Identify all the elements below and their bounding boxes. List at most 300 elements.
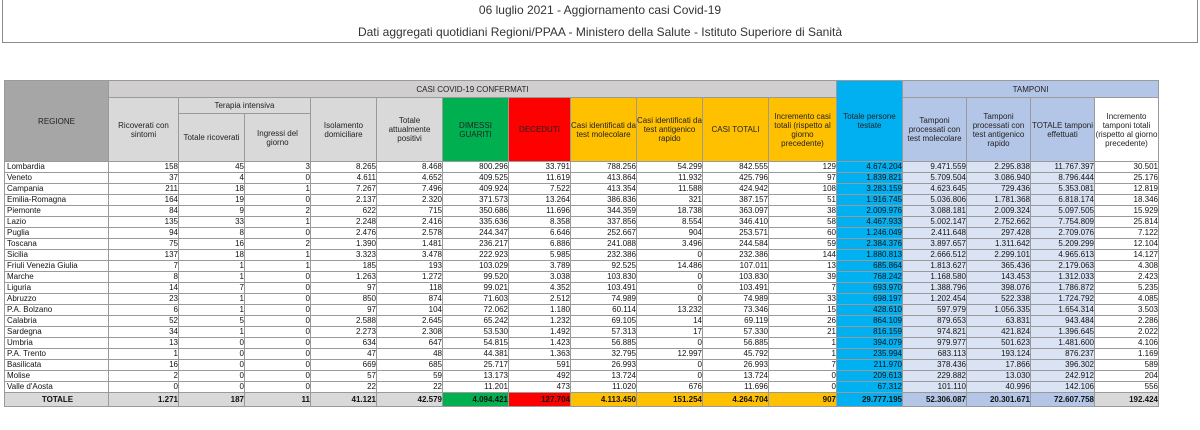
- table-cell: 2: [245, 206, 311, 217]
- table-cell: 57.313: [571, 327, 637, 338]
- table-cell: 850: [311, 294, 377, 305]
- table-cell: 4.308: [1095, 261, 1159, 272]
- table-cell: 0: [637, 360, 703, 371]
- table-cell: 387.157: [703, 195, 769, 206]
- table-cell: 337.856: [571, 217, 637, 228]
- table-cell: 0: [769, 382, 837, 393]
- col-header-ricoverati: Ricoverati con sintomi: [109, 98, 179, 162]
- table-cell: 30.501: [1095, 162, 1159, 173]
- region-name-cell: Sicilia: [5, 250, 109, 261]
- table-cell: 1: [179, 327, 245, 338]
- region-name-cell: Friuli Venezia Giulia: [5, 261, 109, 272]
- table-cell: 42.579: [377, 393, 443, 407]
- table-cell: 2.137: [311, 195, 377, 206]
- table-cell: 12.104: [1095, 239, 1159, 250]
- table-cell: 7.122: [1095, 228, 1159, 239]
- table-cell: 103.830: [571, 272, 637, 283]
- table-cell: 1.272: [377, 272, 443, 283]
- table-cell: 1: [245, 261, 311, 272]
- table-cell: 0: [637, 371, 703, 382]
- table-cell: 143.453: [967, 272, 1031, 283]
- table-cell: 39: [769, 272, 837, 283]
- table-cell: 23: [109, 294, 179, 305]
- table-cell: 0: [245, 360, 311, 371]
- table-cell: 4.094.421: [443, 393, 509, 407]
- table-cell: 69.119: [703, 316, 769, 327]
- table-cell: 51: [769, 195, 837, 206]
- table-cell: 2.752.662: [967, 217, 1031, 228]
- table-cell: 943.484: [1031, 316, 1095, 327]
- table-cell: 26.993: [703, 360, 769, 371]
- region-name-cell: TOTALE: [5, 393, 109, 407]
- region-name-cell: Valle d'Aosta: [5, 382, 109, 393]
- table-cell: 2.009.324: [967, 206, 1031, 217]
- table-cell: 2.179.063: [1031, 261, 1095, 272]
- table-cell: 1: [179, 294, 245, 305]
- region-name-cell: P.A. Bolzano: [5, 305, 109, 316]
- table-cell: 151.254: [637, 393, 703, 407]
- table-cell: 7: [109, 261, 179, 272]
- total-row: [5, 393, 1159, 407]
- table-cell: 0: [245, 349, 311, 360]
- table-cell: 97: [311, 305, 377, 316]
- table-cell: 14: [109, 283, 179, 294]
- table-cell: 409.525: [443, 173, 509, 184]
- table-cell: 2.248: [311, 217, 377, 228]
- table-cell: 335.636: [443, 217, 509, 228]
- table-cell: 13.030: [967, 371, 1031, 382]
- table-cell: 421.824: [967, 327, 1031, 338]
- table-cell: 211: [109, 184, 179, 195]
- table-cell: 394.079: [837, 338, 903, 349]
- table-cell: 54.815: [443, 338, 509, 349]
- group-tamponi-header: TAMPONI: [903, 81, 1159, 98]
- table-cell: 522.338: [967, 294, 1031, 305]
- table-cell: 396.302: [1031, 360, 1095, 371]
- table-cell: 1: [769, 349, 837, 360]
- col-header-incremento-tamponi: Incremento tamponi totali (rispetto al giorno precedente): [1095, 98, 1159, 162]
- table-cell: 33: [179, 217, 245, 228]
- table-cell: 211.970: [837, 360, 903, 371]
- table-cell: 816.159: [837, 327, 903, 338]
- table-cell: 0: [245, 173, 311, 184]
- table-cell: 0: [637, 250, 703, 261]
- table-cell: 768.242: [837, 272, 903, 283]
- table-row: [5, 261, 1159, 272]
- table-cell: 108: [769, 184, 837, 195]
- table-cell: 74.989: [703, 294, 769, 305]
- table-cell: 344.359: [571, 206, 637, 217]
- table-cell: 11: [245, 393, 311, 407]
- table-cell: 371.573: [443, 195, 509, 206]
- table-cell: 3.503: [1095, 305, 1159, 316]
- region-name-cell: Sardegna: [5, 327, 109, 338]
- region-name-cell: Basilicata: [5, 360, 109, 371]
- table-cell: 241.088: [571, 239, 637, 250]
- region-name-cell: Toscana: [5, 239, 109, 250]
- table-cell: 1.481: [377, 239, 443, 250]
- table-cell: 41.121: [311, 393, 377, 407]
- table-cell: 0: [245, 338, 311, 349]
- table-cell: 0: [637, 272, 703, 283]
- table-cell: 56.885: [571, 338, 637, 349]
- table-cell: 1: [245, 217, 311, 228]
- table-cell: 0: [109, 382, 179, 393]
- table-cell: 13.173: [443, 371, 509, 382]
- table-cell: 103.491: [703, 283, 769, 294]
- table-cell: 0: [245, 316, 311, 327]
- table-cell: 19: [179, 195, 245, 206]
- table-cell: 2.295.838: [967, 162, 1031, 173]
- table-cell: 99.520: [443, 272, 509, 283]
- table-cell: 693.970: [837, 283, 903, 294]
- table-cell: 428.610: [837, 305, 903, 316]
- table-cell: 11.696: [509, 206, 571, 217]
- table-cell: 244.347: [443, 228, 509, 239]
- table-cell: 21: [769, 327, 837, 338]
- table-cell: 0: [637, 338, 703, 349]
- table-cell: 185: [311, 261, 377, 272]
- table-cell: 60.114: [571, 305, 637, 316]
- table-cell: 2.411.648: [903, 228, 967, 239]
- table-cell: 1.312.033: [1031, 272, 1095, 283]
- table-cell: 1.169: [1095, 349, 1159, 360]
- table-cell: 0: [245, 305, 311, 316]
- table-cell: 45.792: [703, 349, 769, 360]
- table-cell: 14.486: [637, 261, 703, 272]
- table-cell: 1.916.745: [837, 195, 903, 206]
- table-cell: 20.301.671: [967, 393, 1031, 407]
- table-cell: 501.623: [967, 338, 1031, 349]
- report-subtitle: Dati aggregati quotidiani Regioni/PPAA - Ministero della Salute - Istituto Superiore di Sanità: [357, 25, 843, 39]
- table-cell: 26.993: [571, 360, 637, 371]
- table-cell: 297.428: [967, 228, 1031, 239]
- table-cell: 685.864: [837, 261, 903, 272]
- table-cell: 1.246.049: [837, 228, 903, 239]
- table-cell: 4.965.613: [1031, 250, 1095, 261]
- table-cell: 236.217: [443, 239, 509, 250]
- table-cell: 1.168.580: [903, 272, 967, 283]
- table-cell: 13.724: [571, 371, 637, 382]
- table-cell: 7.267: [311, 184, 377, 195]
- col-header-casi-molecolare: Casi identificati da test molecolare: [571, 98, 637, 162]
- table-cell: 164: [109, 195, 179, 206]
- report-title: 06 luglio 2021 - Aggiornamento casi Covid-19: [478, 3, 722, 17]
- table-cell: 135: [109, 217, 179, 228]
- table-cell: 2.022: [1095, 327, 1159, 338]
- region-name-cell: Piemonte: [5, 206, 109, 217]
- table-cell: 11.932: [637, 173, 703, 184]
- table-cell: 346.410: [703, 217, 769, 228]
- region-name-cell: Emilia-Romagna: [5, 195, 109, 206]
- table-cell: 4.652: [377, 173, 443, 184]
- table-cell: 378.436: [903, 360, 967, 371]
- table-cell: 4.352: [509, 283, 571, 294]
- table-cell: 72.062: [443, 305, 509, 316]
- table-cell: 5.709.504: [903, 173, 967, 184]
- col-header-attualmente-positivi: Totale attualmente positivi: [377, 98, 443, 162]
- table-cell: 232.386: [571, 250, 637, 261]
- table-cell: 4.611: [311, 173, 377, 184]
- region-name-cell: Puglia: [5, 228, 109, 239]
- table-row: [5, 272, 1159, 283]
- table-cell: 192.424: [1095, 393, 1159, 407]
- table-cell: 13.232: [637, 305, 703, 316]
- table-cell: 16: [179, 239, 245, 250]
- table-cell: 0: [245, 327, 311, 338]
- table-cell: 1.724.792: [1031, 294, 1095, 305]
- table-cell: 425.796: [703, 173, 769, 184]
- table-cell: 363.097: [703, 206, 769, 217]
- table-cell: 7.496: [377, 184, 443, 195]
- table-cell: 44.381: [443, 349, 509, 360]
- table-cell: 842.555: [703, 162, 769, 173]
- table-cell: 1.839.821: [837, 173, 903, 184]
- table-cell: 800.296: [443, 162, 509, 173]
- table-cell: 2: [109, 371, 179, 382]
- table-cell: 3.496: [637, 239, 703, 250]
- table-cell: 350.686: [443, 206, 509, 217]
- table-cell: 3.897.657: [903, 239, 967, 250]
- table-cell: 3: [245, 162, 311, 173]
- col-header-casi-totali: CASI TOTALI: [703, 98, 769, 162]
- table-cell: 1.202.454: [903, 294, 967, 305]
- table-cell: 729.436: [967, 184, 1031, 195]
- table-cell: 0: [179, 371, 245, 382]
- table-cell: 56.885: [703, 338, 769, 349]
- table-cell: 25.176: [1095, 173, 1159, 184]
- table-cell: 5.353.081: [1031, 184, 1095, 195]
- table-cell: 4.113.450: [571, 393, 637, 407]
- table-cell: 18: [179, 250, 245, 261]
- table-cell: 103.491: [571, 283, 637, 294]
- table-cell: 47: [311, 349, 377, 360]
- table-cell: 59: [377, 371, 443, 382]
- table-cell: 0: [245, 228, 311, 239]
- table-cell: 5.209.299: [1031, 239, 1095, 250]
- table-cell: 7.522: [509, 184, 571, 195]
- table-cell: 15.929: [1095, 206, 1159, 217]
- table-cell: 14: [637, 316, 703, 327]
- table-cell: 2.578: [377, 228, 443, 239]
- table-cell: 5.002.147: [903, 217, 967, 228]
- table-cell: 1: [769, 338, 837, 349]
- table-cell: 2.423: [1095, 272, 1159, 283]
- table-cell: 107.011: [703, 261, 769, 272]
- region-name-cell: P.A. Trento: [5, 349, 109, 360]
- table-row: [5, 327, 1159, 338]
- table-cell: 11.588: [637, 184, 703, 195]
- col-header-tamponi-antigenico: Tamponi processati con test antigenico rapido: [967, 98, 1031, 162]
- table-cell: 907: [769, 393, 837, 407]
- table-cell: 2.273: [311, 327, 377, 338]
- table-cell: 4.106: [1095, 338, 1159, 349]
- table-cell: 904: [637, 228, 703, 239]
- table-cell: 3.789: [509, 261, 571, 272]
- col-header-isolamento: Isolamento domiciliare: [311, 98, 377, 162]
- terapia-intensiva-header: Terapia intensiva: [179, 98, 311, 114]
- table-cell: 222.923: [443, 250, 509, 261]
- table-cell: 11.767.397: [1031, 162, 1095, 173]
- table-cell: 5.235: [1095, 283, 1159, 294]
- table-cell: 0: [245, 195, 311, 206]
- table-cell: 1: [245, 250, 311, 261]
- table-row: [5, 371, 1159, 382]
- table-cell: 18.346: [1095, 195, 1159, 206]
- table-row: [5, 294, 1159, 305]
- table-row: [5, 250, 1159, 261]
- table-cell: 8.265: [311, 162, 377, 173]
- table-cell: 1: [109, 349, 179, 360]
- table-cell: 72.607.758: [1031, 393, 1095, 407]
- table-cell: 57: [311, 371, 377, 382]
- col-header-dimessi: DIMESSI GUARITI: [443, 98, 509, 162]
- region-name-cell: Calabria: [5, 316, 109, 327]
- table-cell: 97: [311, 283, 377, 294]
- table-cell: 0: [245, 382, 311, 393]
- table-cell: 34: [109, 327, 179, 338]
- table-cell: 94: [109, 228, 179, 239]
- table-cell: 38: [769, 206, 837, 217]
- table-cell: 232.386: [703, 250, 769, 261]
- table-cell: 669: [311, 360, 377, 371]
- table-cell: 63.831: [967, 316, 1031, 327]
- table-cell: 879.653: [903, 316, 967, 327]
- table-cell: 874: [377, 294, 443, 305]
- table-cell: 1.481.600: [1031, 338, 1095, 349]
- table-cell: 3.038: [509, 272, 571, 283]
- table-row: [5, 195, 1159, 206]
- table-cell: 103.830: [703, 272, 769, 283]
- table-cell: 2.709.076: [1031, 228, 1095, 239]
- table-cell: 1: [179, 261, 245, 272]
- table-row: [5, 360, 1159, 371]
- table-cell: 127.704: [509, 393, 571, 407]
- table-cell: 2.588: [311, 316, 377, 327]
- table-cell: 59: [769, 239, 837, 250]
- region-name-cell: Abruzzo: [5, 294, 109, 305]
- table-cell: 209.613: [837, 371, 903, 382]
- table-cell: 4.623.645: [903, 184, 967, 195]
- table-cell: 1.390: [311, 239, 377, 250]
- table-cell: 2.286: [1095, 316, 1159, 327]
- table-cell: 3.086.940: [967, 173, 1031, 184]
- table-cell: 492: [509, 371, 571, 382]
- table-cell: 979.977: [903, 338, 967, 349]
- table-cell: 715: [377, 206, 443, 217]
- table-cell: 25.814: [1095, 217, 1159, 228]
- table-cell: 53.530: [443, 327, 509, 338]
- table-cell: 71.603: [443, 294, 509, 305]
- table-cell: 253.571: [703, 228, 769, 239]
- table-cell: 12.997: [637, 349, 703, 360]
- table-cell: 244.584: [703, 239, 769, 250]
- table-cell: 409.924: [443, 184, 509, 195]
- table-cell: 1.388.796: [903, 283, 967, 294]
- table-cell: 74.989: [571, 294, 637, 305]
- table-cell: 73.346: [703, 305, 769, 316]
- covid-data-table: [4, 80, 1159, 407]
- table-cell: 13.264: [509, 195, 571, 206]
- table-row: [5, 162, 1159, 173]
- table-cell: 1.786.872: [1031, 283, 1095, 294]
- table-cell: 101.110: [903, 382, 967, 393]
- table-cell: 589: [1095, 360, 1159, 371]
- table-cell: 2.476: [311, 228, 377, 239]
- table-cell: 242.912: [1031, 371, 1095, 382]
- table-cell: 6.646: [509, 228, 571, 239]
- table-row: [5, 382, 1159, 393]
- table-cell: 18: [179, 184, 245, 195]
- table-cell: 4.674.204: [837, 162, 903, 173]
- region-name-cell: Veneto: [5, 173, 109, 184]
- table-cell: 6: [109, 305, 179, 316]
- table-cell: 3.478: [377, 250, 443, 261]
- table-cell: 65.242: [443, 316, 509, 327]
- table-cell: 1.880.813: [837, 250, 903, 261]
- table-cell: 622: [311, 206, 377, 217]
- table-cell: 698.197: [837, 294, 903, 305]
- table-cell: 8.468: [377, 162, 443, 173]
- table-cell: 92.525: [571, 261, 637, 272]
- table-cell: 1.813.627: [903, 261, 967, 272]
- table-cell: 45: [179, 162, 245, 173]
- table-row: [5, 173, 1159, 184]
- table-cell: 252.667: [571, 228, 637, 239]
- table-row: [5, 228, 1159, 239]
- region-name-cell: Liguria: [5, 283, 109, 294]
- table-cell: 1.396.645: [1031, 327, 1095, 338]
- region-name-cell: Campania: [5, 184, 109, 195]
- table-cell: 4: [179, 173, 245, 184]
- table-cell: 11.619: [509, 173, 571, 184]
- table-cell: 13.724: [703, 371, 769, 382]
- table-cell: 685: [377, 360, 443, 371]
- table-cell: 647: [377, 338, 443, 349]
- table-cell: 2.320: [377, 195, 443, 206]
- table-cell: 99.021: [443, 283, 509, 294]
- table-cell: 69.105: [571, 316, 637, 327]
- table-cell: 103.029: [443, 261, 509, 272]
- table-cell: 683.113: [903, 349, 967, 360]
- table-cell: 17: [637, 327, 703, 338]
- table-cell: 1.271: [109, 393, 179, 407]
- table-row: [5, 217, 1159, 228]
- table-cell: 7: [179, 283, 245, 294]
- table-cell: 33.791: [509, 162, 571, 173]
- table-cell: 5.097.505: [1031, 206, 1095, 217]
- table-cell: 11.020: [571, 382, 637, 393]
- table-cell: 424.942: [703, 184, 769, 195]
- table-cell: 1: [179, 272, 245, 283]
- table-cell: 9.471.559: [903, 162, 967, 173]
- report-title-box: [2, 0, 1198, 43]
- table-cell: 386.836: [571, 195, 637, 206]
- region-name-cell: Umbria: [5, 338, 109, 349]
- table-cell: 11.201: [443, 382, 509, 393]
- table-cell: 7: [769, 360, 837, 371]
- table-cell: 321: [637, 195, 703, 206]
- table-cell: 3.088.181: [903, 206, 967, 217]
- table-cell: 13: [769, 261, 837, 272]
- table-cell: 144: [769, 250, 837, 261]
- table-cell: 1.180: [509, 305, 571, 316]
- table-cell: 0: [245, 371, 311, 382]
- table-cell: 15: [769, 305, 837, 316]
- table-cell: 2.299.101: [967, 250, 1031, 261]
- table-cell: 18.738: [637, 206, 703, 217]
- region-name-cell: Molise: [5, 371, 109, 382]
